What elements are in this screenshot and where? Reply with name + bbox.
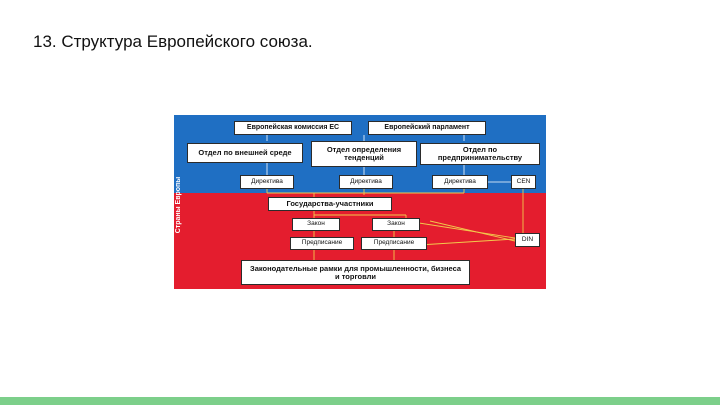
box-external-department-label: Отдел по внешней среде xyxy=(198,148,292,158)
box-regulation-right-label: Предписание xyxy=(373,239,415,247)
box-regulation-right xyxy=(361,237,427,250)
box-european-parliament xyxy=(368,121,486,135)
eu-structure-diagram xyxy=(174,115,546,289)
box-directive-right xyxy=(432,175,488,189)
box-trends-department xyxy=(311,141,417,167)
box-law-left xyxy=(292,218,340,231)
box-directive-left-label: Директива xyxy=(251,177,283,185)
box-regulation-left xyxy=(290,237,354,250)
box-law-left-label: Закон xyxy=(307,220,325,228)
box-din-label: DIN xyxy=(521,235,534,243)
box-law-right-label: Закон xyxy=(387,220,405,228)
box-european-commission xyxy=(234,121,352,135)
box-regulation-left-label: Предписание xyxy=(301,239,343,247)
box-directive-left xyxy=(240,175,294,189)
box-directive-middle xyxy=(339,175,393,189)
box-european-parliament-label: Европейский парламент xyxy=(384,124,470,132)
slide-title: 13. Структура Европейского союза. xyxy=(33,32,313,51)
box-law-right xyxy=(372,218,420,231)
box-cen xyxy=(511,175,536,189)
box-legislative-framework xyxy=(241,260,470,285)
box-business-department xyxy=(420,143,540,165)
box-legislative-framework-label: Законодательные рамки для промышленности, бизнеса и торговли xyxy=(250,263,461,281)
box-trends-department-label: Отдел определения тенденций xyxy=(326,145,402,162)
box-external-department xyxy=(187,143,303,163)
box-cen-label: CEN xyxy=(516,177,531,185)
box-business-department-label: Отдел по предпринимательству xyxy=(437,145,523,162)
box-directive-middle-label: Директива xyxy=(350,177,382,185)
box-european-commission-label: Европейская комиссия ЕС xyxy=(246,124,340,132)
box-member-states xyxy=(268,197,392,211)
box-member-states-label: Государства-участники xyxy=(286,199,374,209)
side-label-countries: Страны Европы xyxy=(175,176,182,234)
box-din xyxy=(515,233,540,247)
box-directive-right-label: Директива xyxy=(444,177,476,185)
footer-accent-bar xyxy=(0,397,720,405)
